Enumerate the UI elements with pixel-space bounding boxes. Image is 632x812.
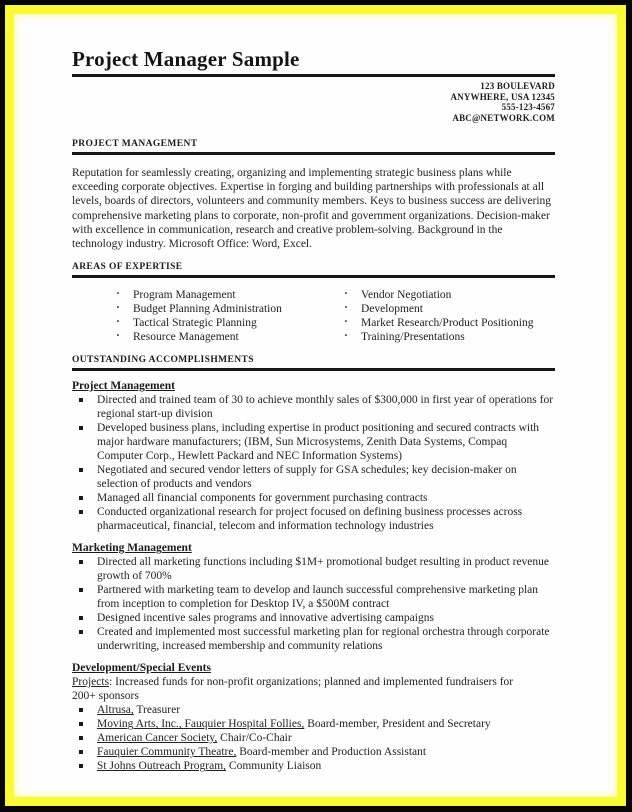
expertise-item: · Resource Management [116,331,344,345]
organization-name: St Johns Outreach Program, [97,760,227,773]
organization-name: Moving Arts, Inc., Fauquier Hospital Follies, [97,718,305,731]
resume-page [5,5,626,806]
projects-intro [72,675,524,703]
contact-phone: 555-123-4567 [501,102,555,112]
bullet-item: Directed and trained team of 30 to achieve monthly sales of $300,000 in first year of operations for regional start-up division [72,393,555,421]
section-heading-outstanding-accomplishments: OUTSTANDING ACCOMPLISHMENTS [72,355,555,371]
group-title: Marketing Management [72,542,192,555]
section-heading-project-management: PROJECT MANAGEMENT [72,139,555,155]
bullet-item: Managed all financial components for government purchasing contracts [72,491,555,505]
expertise-columns [72,289,555,344]
bullet-list [72,703,555,773]
organization-role: Chair/Co-Chair [217,732,292,745]
bullet-item [72,717,555,731]
bullet-item [72,759,555,773]
organization-name: Fauquier Community Theatre, [97,746,237,759]
group-project-management [72,380,555,533]
contact-address-line2: ANYWHERE, USA 12345 [450,91,555,102]
title-divider [72,74,555,77]
organization-role: Board-member and Production Assistant [236,746,427,759]
group-development-special-events [72,662,555,773]
bullet-item: Negotiated and secured vendor letters of supply for GSA schedules; key decision-maker on selection of products and vendors [72,463,555,491]
projects-intro-text: : Increased funds for non-profit organizations; planned and implemented fundraisers for 200+ sponsors [72,676,514,703]
expertise-item: · Market Research/Product Positioning [344,317,533,331]
organization-role: Community Liaison [226,760,322,773]
section-heading-areas-of-expertise: AREAS OF EXPERTISE [72,262,555,278]
bullet-item [72,731,555,745]
bullet-item: Developed business plans, including expertise in product positioning and secured contracts with major hardware manufacturers; (IBM, Sun Microsystems, Zenith Data Systems, Compaq Computer Corp., Hewlett Packard and NEC Information Systems) [72,421,555,463]
bullet-item [72,745,555,759]
bullet-item: Partnered with marketing team to develop and launch successful comprehensive marketing plan from inception to completion for Desktop IV, a $500M contract [72,583,555,611]
profile-summary: Reputation for seamlessly creating, organizing and implementing strategic business plans while exceeding corporate objectives. Expertise in forging and building partnerships with professionals at all levels, boards of directors, volunteers and community members. Keys to business success are delivering comprehensive marketing plans to corporate, non-profit and government organizations. Decision-maker with excellence in communication, research and creative problem-solving. Background in the technology industry. Microsoft Office: Word, Excel. [72,167,552,251]
contact-email: ABC@NETWORK.COM [452,112,555,123]
expertise-item: · Budget Planning Administration [116,303,344,317]
organization-name: American Cancer Society, [97,732,218,745]
group-title: Project Management [72,380,175,393]
page-title: Project Manager Sample [72,47,300,71]
expertise-column-left [116,289,344,344]
contact-block [72,81,555,123]
organization-name: Altrusa, [97,704,134,717]
bullet-item [72,703,555,717]
group-marketing-management [72,542,555,653]
expertise-item: · Vendor Negotiation [344,289,533,303]
expertise-item: · Program Management [116,289,344,303]
bullet-item: Created and implemented most successful marketing plan for regional orchestra through corporate underwriting, increased membership and community relations [72,625,555,653]
group-title: Development/Special Events [72,662,211,675]
bullet-list [72,393,555,533]
contact-address-line1: 123 BOULEVARD [480,81,555,91]
expertise-item: · Tactical Strategic Planning [116,317,344,331]
bullet-item: Conducted organizational research for project focused on defining business processes across pharmaceutical, financial, telecom and information technology industries [72,505,555,533]
bullet-list [72,555,555,653]
expertise-item: · Training/Presentations [344,331,533,345]
organization-role: Treasurer [133,704,181,717]
expertise-column-right [344,289,533,344]
bullet-item: Directed all marketing functions including $1M+ promotional budget resulting in product revenue growth of 700% [72,555,555,583]
projects-intro-label: Projects [72,676,110,689]
expertise-item: · Development [344,303,533,317]
bullet-item: Designed incentive sales programs and innovative advertising campaigns [72,611,555,625]
organization-role: Board-member, President and Secretary [304,718,491,731]
